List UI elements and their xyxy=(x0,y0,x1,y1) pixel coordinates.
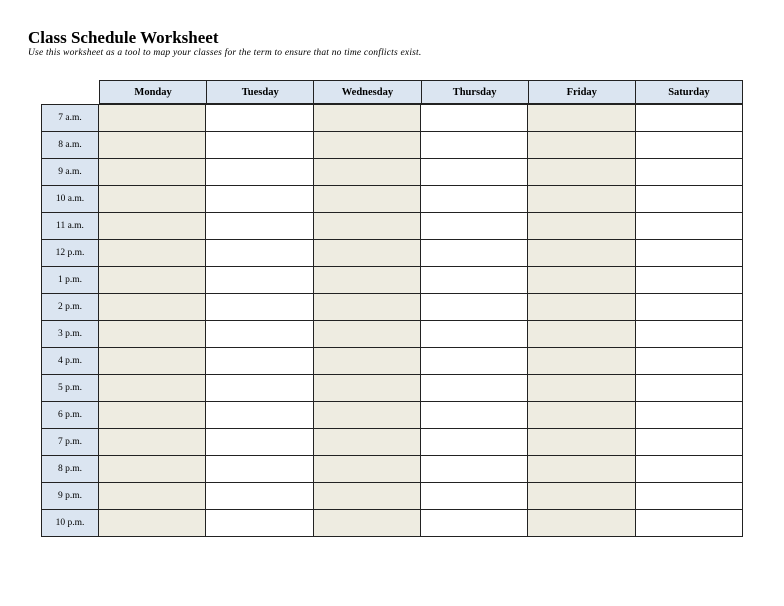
schedule-cell-saturday[interactable] xyxy=(635,267,742,293)
time-row xyxy=(42,374,742,401)
time-row xyxy=(42,428,742,455)
time-label: 10 p.m. xyxy=(42,510,99,536)
time-row xyxy=(42,105,742,131)
schedule-cell-saturday[interactable] xyxy=(635,321,742,347)
day-header-wednesday: Wednesday xyxy=(313,81,420,103)
schedule-cell-monday[interactable] xyxy=(99,321,205,347)
schedule-cell-friday[interactable] xyxy=(527,186,634,212)
schedule-cell-thursday[interactable] xyxy=(420,186,527,212)
schedule-cell-thursday[interactable] xyxy=(420,240,527,266)
schedule-cell-thursday[interactable] xyxy=(420,348,527,374)
schedule-cell-friday[interactable] xyxy=(527,240,634,266)
schedule-cell-friday[interactable] xyxy=(527,510,634,536)
schedule-cell-wednesday[interactable] xyxy=(313,267,420,293)
schedule-cell-thursday[interactable] xyxy=(420,132,527,158)
schedule-cell-friday[interactable] xyxy=(527,159,634,185)
time-label: 12 p.m. xyxy=(42,240,99,266)
time-row xyxy=(42,212,742,239)
time-label: 3 p.m. xyxy=(42,321,99,347)
time-label: 8 p.m. xyxy=(42,456,99,482)
schedule-cell-tuesday[interactable] xyxy=(205,294,312,320)
schedule-cell-tuesday[interactable] xyxy=(205,375,312,401)
schedule-cell-friday[interactable] xyxy=(527,375,634,401)
time-row xyxy=(42,158,742,185)
day-header-saturday: Saturday xyxy=(635,81,742,103)
time-row xyxy=(42,482,742,509)
schedule-cell-wednesday[interactable] xyxy=(313,402,420,428)
schedule-cell-friday[interactable] xyxy=(527,321,634,347)
schedule-cell-thursday[interactable] xyxy=(420,483,527,509)
schedule-cell-wednesday[interactable] xyxy=(313,294,420,320)
schedule-cell-wednesday[interactable] xyxy=(313,348,420,374)
schedule-cell-saturday[interactable] xyxy=(635,483,742,509)
schedule-cell-tuesday[interactable] xyxy=(205,429,312,455)
schedule-grid xyxy=(41,104,743,537)
time-label: 7 a.m. xyxy=(42,105,99,131)
day-header-row xyxy=(99,80,743,104)
schedule-cell-saturday[interactable] xyxy=(635,375,742,401)
schedule-cell-thursday[interactable] xyxy=(420,510,527,536)
schedule-cell-wednesday[interactable] xyxy=(313,240,420,266)
schedule-cell-friday[interactable] xyxy=(527,402,634,428)
time-label: 7 p.m. xyxy=(42,429,99,455)
schedule-cell-wednesday[interactable] xyxy=(313,483,420,509)
schedule-cell-monday[interactable] xyxy=(99,456,205,482)
schedule-cell-thursday[interactable] xyxy=(420,321,527,347)
schedule-cell-wednesday[interactable] xyxy=(313,105,420,131)
schedule-cell-tuesday[interactable] xyxy=(205,321,312,347)
schedule-cell-tuesday[interactable] xyxy=(205,483,312,509)
schedule-cell-saturday[interactable] xyxy=(635,510,742,536)
schedule-cell-monday[interactable] xyxy=(99,402,205,428)
schedule-cell-thursday[interactable] xyxy=(420,159,527,185)
time-label: 5 p.m. xyxy=(42,375,99,401)
schedule-cell-tuesday[interactable] xyxy=(205,159,312,185)
schedule-cell-thursday[interactable] xyxy=(420,375,527,401)
time-label: 6 p.m. xyxy=(42,402,99,428)
schedule-cell-thursday[interactable] xyxy=(420,456,527,482)
schedule-cell-thursday[interactable] xyxy=(420,429,527,455)
schedule-cell-wednesday[interactable] xyxy=(313,132,420,158)
time-row xyxy=(42,401,742,428)
time-row xyxy=(42,131,742,158)
schedule-cell-saturday[interactable] xyxy=(635,105,742,131)
day-header-tuesday: Tuesday xyxy=(206,81,313,103)
time-label: 2 p.m. xyxy=(42,294,99,320)
schedule-cell-saturday[interactable] xyxy=(635,429,742,455)
schedule-cell-wednesday[interactable] xyxy=(313,429,420,455)
schedule-cell-monday[interactable] xyxy=(99,240,205,266)
schedule-cell-tuesday[interactable] xyxy=(205,456,312,482)
schedule-cell-monday[interactable] xyxy=(99,510,205,536)
schedule-cell-friday[interactable] xyxy=(527,132,634,158)
schedule-cell-monday[interactable] xyxy=(99,105,205,131)
time-label: 10 a.m. xyxy=(42,186,99,212)
schedule-cell-friday[interactable] xyxy=(527,348,634,374)
schedule-cell-tuesday[interactable] xyxy=(205,267,312,293)
schedule-cell-saturday[interactable] xyxy=(635,213,742,239)
schedule-cell-friday[interactable] xyxy=(527,294,634,320)
time-row xyxy=(42,509,742,536)
time-row xyxy=(42,266,742,293)
schedule-cell-monday[interactable] xyxy=(99,348,205,374)
schedule-cell-saturday[interactable] xyxy=(635,294,742,320)
schedule-cell-thursday[interactable] xyxy=(420,213,527,239)
schedule-cell-wednesday[interactable] xyxy=(313,321,420,347)
time-row xyxy=(42,455,742,482)
schedule-cell-monday[interactable] xyxy=(99,375,205,401)
time-label: 1 p.m. xyxy=(42,267,99,293)
schedule-cell-saturday[interactable] xyxy=(635,132,742,158)
time-label: 8 a.m. xyxy=(42,132,99,158)
schedule-cell-thursday[interactable] xyxy=(420,294,527,320)
schedule-cell-tuesday[interactable] xyxy=(205,186,312,212)
schedule-cell-tuesday[interactable] xyxy=(205,402,312,428)
schedule-cell-monday[interactable] xyxy=(99,186,205,212)
schedule-cell-tuesday[interactable] xyxy=(205,132,312,158)
schedule-cell-tuesday[interactable] xyxy=(205,240,312,266)
time-row xyxy=(42,185,742,212)
time-label: 9 p.m. xyxy=(42,483,99,509)
time-row xyxy=(42,239,742,266)
time-label: 11 a.m. xyxy=(42,213,99,239)
schedule-cell-monday[interactable] xyxy=(99,159,205,185)
schedule-cell-wednesday[interactable] xyxy=(313,456,420,482)
schedule-cell-saturday[interactable] xyxy=(635,240,742,266)
schedule-cell-monday[interactable] xyxy=(99,429,205,455)
schedule-cell-monday[interactable] xyxy=(99,294,205,320)
schedule-cell-monday[interactable] xyxy=(99,132,205,158)
schedule-cell-tuesday[interactable] xyxy=(205,510,312,536)
day-header-monday: Monday xyxy=(134,86,172,98)
time-label: 4 p.m. xyxy=(42,348,99,374)
worksheet-subtitle: Use this worksheet as a tool to map your classes for the term to ensure that no time conflicts exist. xyxy=(28,48,422,58)
time-row xyxy=(42,347,742,374)
schedule-cell-saturday[interactable] xyxy=(635,456,742,482)
schedule-cell-monday[interactable] xyxy=(99,267,205,293)
schedule-cell-wednesday[interactable] xyxy=(313,213,420,239)
schedule-cell-saturday[interactable] xyxy=(635,186,742,212)
schedule-cell-thursday[interactable] xyxy=(420,267,527,293)
schedule-cell-friday[interactable] xyxy=(527,483,634,509)
schedule-cell-thursday[interactable] xyxy=(420,402,527,428)
schedule-cell-wednesday[interactable] xyxy=(313,186,420,212)
time-row xyxy=(42,293,742,320)
schedule-cell-wednesday[interactable] xyxy=(313,375,420,401)
schedule-cell-friday[interactable] xyxy=(527,213,634,239)
schedule-cell-friday[interactable] xyxy=(527,267,634,293)
schedule-cell-saturday[interactable] xyxy=(635,159,742,185)
schedule-cell-monday[interactable] xyxy=(99,213,205,239)
schedule-cell-wednesday[interactable] xyxy=(313,159,420,185)
day-header-friday: Friday xyxy=(528,81,635,103)
schedule-cell-saturday[interactable] xyxy=(635,402,742,428)
schedule-cell-monday[interactable] xyxy=(99,483,205,509)
schedule-cell-friday[interactable] xyxy=(527,456,634,482)
schedule-cell-saturday[interactable] xyxy=(635,348,742,374)
time-row xyxy=(42,320,742,347)
time-label: 9 a.m. xyxy=(42,159,99,185)
schedule-cell-tuesday[interactable] xyxy=(205,348,312,374)
worksheet-title: Class Schedule Worksheet xyxy=(28,28,219,47)
schedule-cell-friday[interactable] xyxy=(527,429,634,455)
schedule-cell-wednesday[interactable] xyxy=(313,510,420,536)
schedule-cell-thursday[interactable] xyxy=(420,105,527,131)
schedule-cell-tuesday[interactable] xyxy=(205,105,312,131)
schedule-cell-friday[interactable] xyxy=(527,105,634,131)
day-header-thursday: Thursday xyxy=(421,81,528,103)
schedule-cell-tuesday[interactable] xyxy=(205,213,312,239)
